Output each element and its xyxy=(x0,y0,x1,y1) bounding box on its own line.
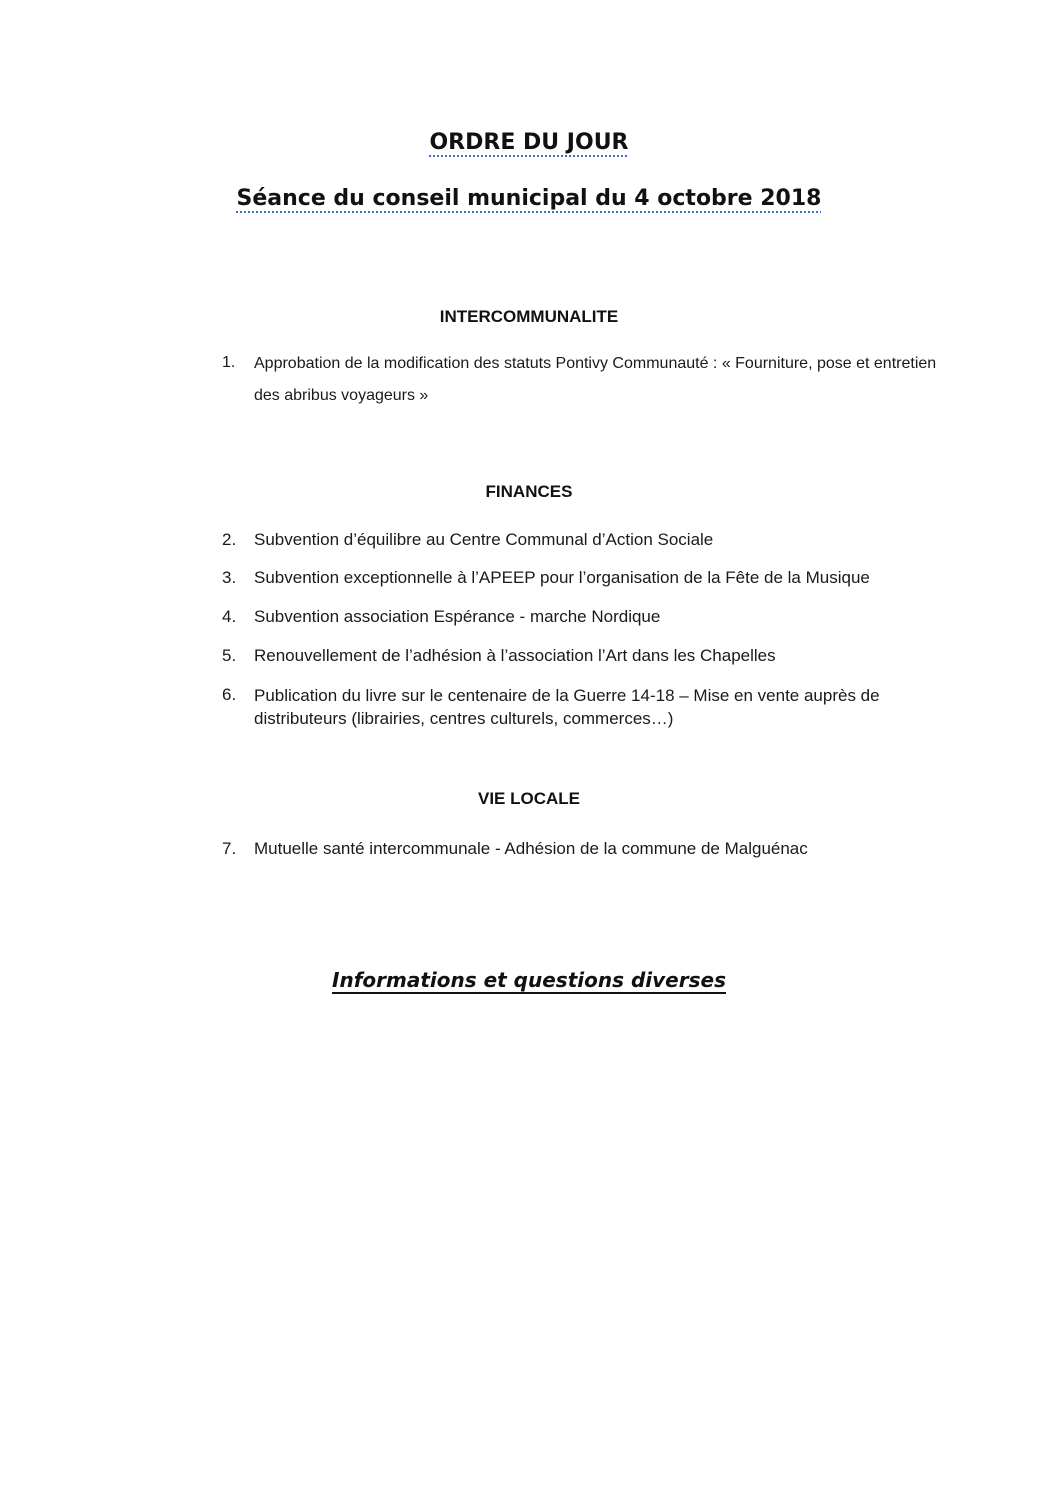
agenda-item-number: 6. xyxy=(222,685,237,704)
page-title xyxy=(0,130,1058,155)
agenda-item-text: Subvention association Espérance - marche Nordique xyxy=(254,607,661,626)
agenda-item-text: Publication du livre sur le centenaire de la Guerre 14-18 – Mise en vente auprès de distributeurs (librairies, centres culturels, commerces…) xyxy=(254,686,880,728)
agenda-item-text: Renouvellement de l’adhésion à l’association l’Art dans les Chapelles xyxy=(254,646,776,665)
agenda-item-number: 3. xyxy=(222,568,237,587)
agenda-item-number: 1. xyxy=(222,354,236,371)
agenda-item-text: Mutuelle santé intercommunale - Adhésion de la commune de Malguénac xyxy=(254,839,808,858)
page-title-text: ORDRE DU JOUR xyxy=(429,130,629,155)
agenda-item-number: 5. xyxy=(222,646,237,665)
closing-heading-text: Informations et questions diverses xyxy=(332,968,726,992)
agenda-item-text: Subvention d’équilibre au Centre Communal d’Action Sociale xyxy=(254,530,714,549)
section-heading-finances: FINANCES xyxy=(485,482,573,501)
agenda-item-number: 4. xyxy=(222,607,237,626)
agenda-item-number: 2. xyxy=(222,530,237,549)
closing-heading xyxy=(0,968,1058,992)
section-heading-vie-locale: VIE LOCALE xyxy=(477,789,580,808)
section-heading-intercommunalite: INTERCOMMUNALITE xyxy=(439,307,619,326)
agenda-item-text: Approbation de la modification des statuts Pontivy Communauté : « Fourniture, pose et entretien des abribus voyageurs » xyxy=(254,355,937,404)
page-subtitle xyxy=(0,186,1058,211)
page-subtitle-text: Séance du conseil municipal du 4 octobre 2018 xyxy=(236,186,822,211)
agenda-item-text: Subvention exceptionnelle à l’APEEP pour l’organisation de la Fête de la Musique xyxy=(254,568,870,587)
agenda-item-number: 7. xyxy=(222,839,237,858)
